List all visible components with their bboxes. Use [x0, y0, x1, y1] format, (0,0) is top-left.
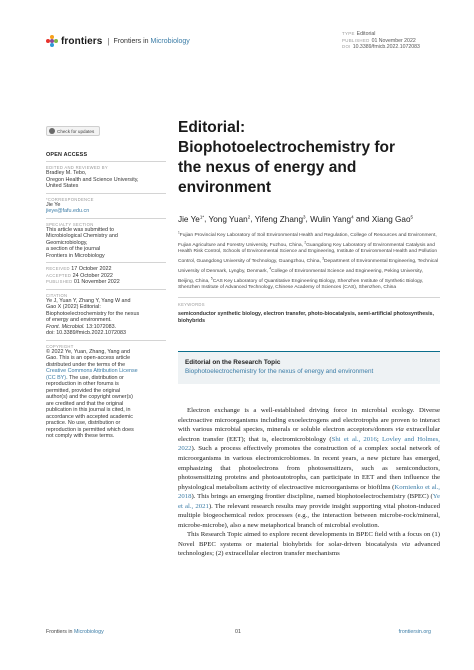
author-affiliation-number: 2: [247, 214, 251, 219]
body-paragraph: Electron exchange is a well-established driving force in microbial ecology. Diverse electroactive microorganisms including exoelectrogens and electrotrophs are proven to interact with various microbial species, minerals or soluble electron acceptors/donors via extracellular electron transfer (EET); that is, electromicrobiology (Shi et al., 2016; Lovley and Holmes, 2022). Such a process effectively promotes the construction of a complex social network of microorganisms in various electromicrobiomes. In recent years, a new picture has emerged, emphasizing that photoelectrons from photosensitizers, such as semiconductors, photosensitizing proteins and photoautotrophs, can participate in EET and then influence the physiological metabolism activity of electroactive microorganisms or biofilms (Kornienko et al., 2018). This brings an emerging frontier discipline, named biophotoelectrochemistry (BPEC) (Ye et al., 2021). The relevant research results may provide insight supporting vital photon-induced multiple biogeochemical redox processes (e.g., the interaction between microbe-rock/mineral, microbe-microbe), also a new metaphorical branch of microbial evolution.: [178, 407, 440, 529]
logo-dot: [54, 39, 58, 43]
author-name[interactable]: Xiang Gao$^5$: [371, 214, 414, 224]
date-label: RECEIVED: [46, 266, 72, 271]
inline-link[interactable]: jieye@fafu.edu.cn: [46, 208, 90, 214]
sidebar-section-label: SPECIALTY SECTION: [46, 221, 94, 227]
sidebar-line: doi: 10.3389/fmicb.2022.1072083: [46, 330, 127, 336]
journal-title: Microbiology: [150, 37, 190, 45]
sidebar-line: reproduction in other forums is: [46, 381, 119, 387]
title-line: environment: [178, 179, 272, 196]
date-label: PUBLISHED: [46, 279, 74, 284]
sidebar-line: Gao. This is an open-access article: [46, 355, 131, 361]
title-line: the nexus of energy and: [178, 159, 357, 176]
footer-journal[interactable]: [46, 629, 104, 635]
sidebar-section-text: [46, 349, 174, 440]
affiliation-number: 1: [178, 230, 180, 235]
author-name[interactable]: Wulin Yang$^4$: [310, 214, 354, 224]
author-affiliation-number: 5: [410, 214, 414, 219]
author-affiliation-number: 1*: [199, 214, 205, 219]
sidebar-line: © 2022 Ye, Yuan, Zhang, Yang and: [46, 348, 131, 355]
sidebar-line: are credited and that the original: [46, 400, 124, 407]
sidebar-line: [46, 208, 174, 215]
logo-dot: [50, 39, 54, 43]
italic-text: via: [401, 540, 411, 548]
journal-prefix: Frontiers in: [113, 37, 149, 45]
sidebar-divider: [46, 193, 166, 194]
frontiers-logo[interactable]: [46, 35, 190, 47]
sidebar-line: a section of the journal: [46, 246, 101, 252]
sidebar-divider: [46, 218, 166, 219]
sidebar-line: reproduction is permitted which does: [46, 426, 134, 433]
author-affiliation-number: 4: [351, 214, 354, 219]
sidebar-line: Frontiers in Microbiology: [46, 252, 105, 259]
article-main: [178, 118, 440, 559]
keywords: semiconductor synthetic biology, electron transfer, photo-biocatalysis, semi-artificial photosynthesis, biohybrids: [178, 311, 434, 325]
license-link[interactable]: (CC BY): [46, 374, 67, 381]
sidebar-line: This article was submitted to: [46, 226, 115, 233]
title-line: Biophotoelectrochemistry for: [178, 139, 396, 156]
italic-text: via: [395, 426, 404, 434]
sidebar-divider: [46, 289, 166, 290]
date-value: 24 October 2022: [72, 272, 113, 279]
sidebar-section-label: *CORRESPONDENCE: [46, 196, 94, 202]
sidebar-line: Gao X (2022) Editorial:: [46, 304, 101, 310]
affiliation: $^1$Fujian Provincial Key Laboratory of Soil Environmental Health and Regulation, College of Resources and Environment, Fujian Agriculture and Forestry University, Fuzhou, China,: [178, 230, 437, 249]
date-label: ACCEPTED: [46, 272, 73, 278]
body-paragraph: This Research Topic aimed to explore recent developments in BPEC field with a focus on (1) Novel BPEC systems or material biohybrids for solar-driven biocatalysis via advanced technologies; (2) extracellular electron transfer mechanisms: [178, 531, 440, 558]
sidebar-line: accordance with accepted academic: [46, 413, 133, 420]
check-for-updates-button[interactable]: [46, 126, 100, 136]
sidebar-divider: [46, 161, 166, 162]
sidebar-line: practice. No use, distribution or: [46, 420, 121, 426]
citation-link[interactable]: Kornienko et al., 2018: [178, 483, 440, 501]
sidebar-line: publication in this journal is cited, in: [46, 407, 131, 413]
sidebar-section-text: [46, 202, 174, 215]
open-access-label: OPEN ACCESS: [46, 152, 88, 158]
sidebar-line: Microbiological Chemistry and: [46, 233, 118, 239]
page-header: [46, 31, 436, 61]
check-updates-label: Check for updates: [57, 128, 95, 134]
sidebar-divider: [46, 340, 166, 341]
affiliation-number: 4: [269, 266, 272, 271]
affiliation-number: 2: [304, 240, 307, 245]
sidebar-section-label: EDITED AND REVIEWED BY: [46, 165, 108, 170]
sidebar-section-text: [46, 170, 174, 190]
journal-name[interactable]: [114, 38, 190, 45]
logo-dot: [50, 43, 54, 47]
title-line: Editorial:: [178, 119, 246, 136]
journal-abbrev: Front. Microbiol.: [46, 323, 85, 330]
logo-text: frontiers: [61, 35, 103, 47]
research-topic-box: [178, 351, 440, 384]
sidebar-section-text: [46, 298, 174, 337]
meta-label: PUBLISHED: [342, 37, 370, 43]
date-row: [46, 279, 174, 286]
sidebar-line: permitted, provided the original: [46, 387, 121, 394]
meta-value: 01 November 2022: [371, 37, 416, 44]
sidebar-line: (CC BY). The use, distribution or: [46, 374, 124, 381]
meta-value: 10.3389/fmicb.2022.1072083: [352, 44, 420, 50]
footer-site-link[interactable]: frontiersin.org: [398, 629, 431, 635]
sidebar-section-label: COPYRIGHT: [46, 343, 74, 349]
research-topic-link[interactable]: Biophotoelectrochemistry for the nexus of energy and environment: [185, 368, 374, 376]
affiliation: $^5$CAS Key Laboratory of Quantitative Engineering Biology, Shenzhen Institute of Synthetic Biology, Shenzhen Institute of Advanced Technology, Chinese Academy of Sciences (CAS), Shenzhen, China: [178, 276, 424, 291]
citation-link[interactable]: Lovley and Holmes, 2022: [178, 435, 440, 453]
meta-label: DOI: [342, 44, 351, 49]
author-affiliation-number: 3: [303, 214, 306, 219]
affiliation: $^3$Department of Environmental Engineering, Technical University of Denmark, Lyngby, Denmark,: [178, 256, 439, 275]
footer-journal-prefix: Frontiers in: [46, 629, 73, 635]
header-separator: |: [107, 36, 110, 46]
sidebar-divider: [46, 262, 166, 263]
sidebar-line: not comply with these terms.: [46, 433, 115, 439]
citation-link[interactable]: Shi et al., 2016: [331, 435, 377, 443]
article-body: [178, 406, 440, 559]
sidebar-section-label: CITATION: [46, 292, 68, 298]
date-value: 17 October 2022: [71, 266, 112, 272]
sidebar-section-text: [46, 227, 174, 260]
page-number: 01: [235, 629, 241, 635]
affiliation-number: 3: [322, 256, 324, 261]
author-name[interactable]: Yifeng Zhang$^3$: [254, 214, 306, 224]
refresh-icon: [49, 128, 55, 134]
article-title: [178, 118, 440, 198]
author-name[interactable]: Jie $Ye^{1*}$: [178, 214, 205, 224]
sidebar-line: Jie Ye: [46, 201, 61, 208]
sidebar-line: Front. Microbiol. 13:1072083.: [46, 323, 117, 330]
sidebar-line: author(s) and the copyright owner(s): [46, 394, 133, 400]
sidebar-line: of energy and environment.: [46, 317, 112, 323]
sidebar-line: United States: [46, 183, 79, 189]
affiliation: $^4$College of Environmental Science and Engineering, Peking University, Beijing, China,: [178, 266, 423, 284]
sidebar-sections: [46, 161, 174, 440]
sidebar-line: distributed under the terms of the: [46, 361, 126, 368]
meta-value: Editorial: [356, 31, 376, 37]
frontiers-logo-icon: [46, 35, 58, 47]
sidebar-line: Ye J, Yuan Y, Zhang Y, Yang W and: [46, 297, 131, 304]
sidebar: [46, 121, 174, 440]
keywords-divider: [178, 297, 440, 298]
article-meta: [342, 31, 474, 51]
sidebar-line: Biophotoelectrochemistry for the nexus: [46, 310, 140, 317]
keywords-label: KEYWORDS: [178, 302, 205, 308]
sidebar-line: Geomicrobiology,: [46, 239, 88, 246]
footer-journal-name: Microbiology: [73, 629, 104, 635]
dates-block: [46, 266, 174, 286]
date-value: 01 November 2022: [73, 279, 120, 285]
affiliation: $^2$Guangdong Key Laboratory of Environmental Catalysis and Health Risk Control, Schools of Environmental Science and Engineering, Institute of Environmental Health and Pollution Control, Guangdong University of Technology, Guangzhou, China,: [178, 240, 438, 265]
inline-link[interactable]: Creative Commons Attribution License: [46, 368, 138, 374]
citation-link[interactable]: Ye et al., 2021: [178, 493, 440, 510]
affiliation-number: 5: [210, 276, 213, 281]
meta-doi[interactable]: [342, 44, 474, 51]
author-name[interactable]: Yong Yuan$^2$: [208, 214, 251, 224]
sidebar-line: Oregon Health and Science University,: [46, 176, 139, 183]
research-topic-label: Editorial on the Research Topic: [185, 359, 281, 367]
affiliations: [178, 230, 440, 292]
sidebar-line: Bradley M. Tebo,: [46, 170, 87, 176]
meta-label: TYPE: [342, 31, 355, 36]
author-list: Jie $Ye^{1*}$, Yong Yuan$^2$, Yifeng Zhang$^3$, Wulin Yang$^4$ and Xiang Gao$^5$: [178, 214, 414, 224]
